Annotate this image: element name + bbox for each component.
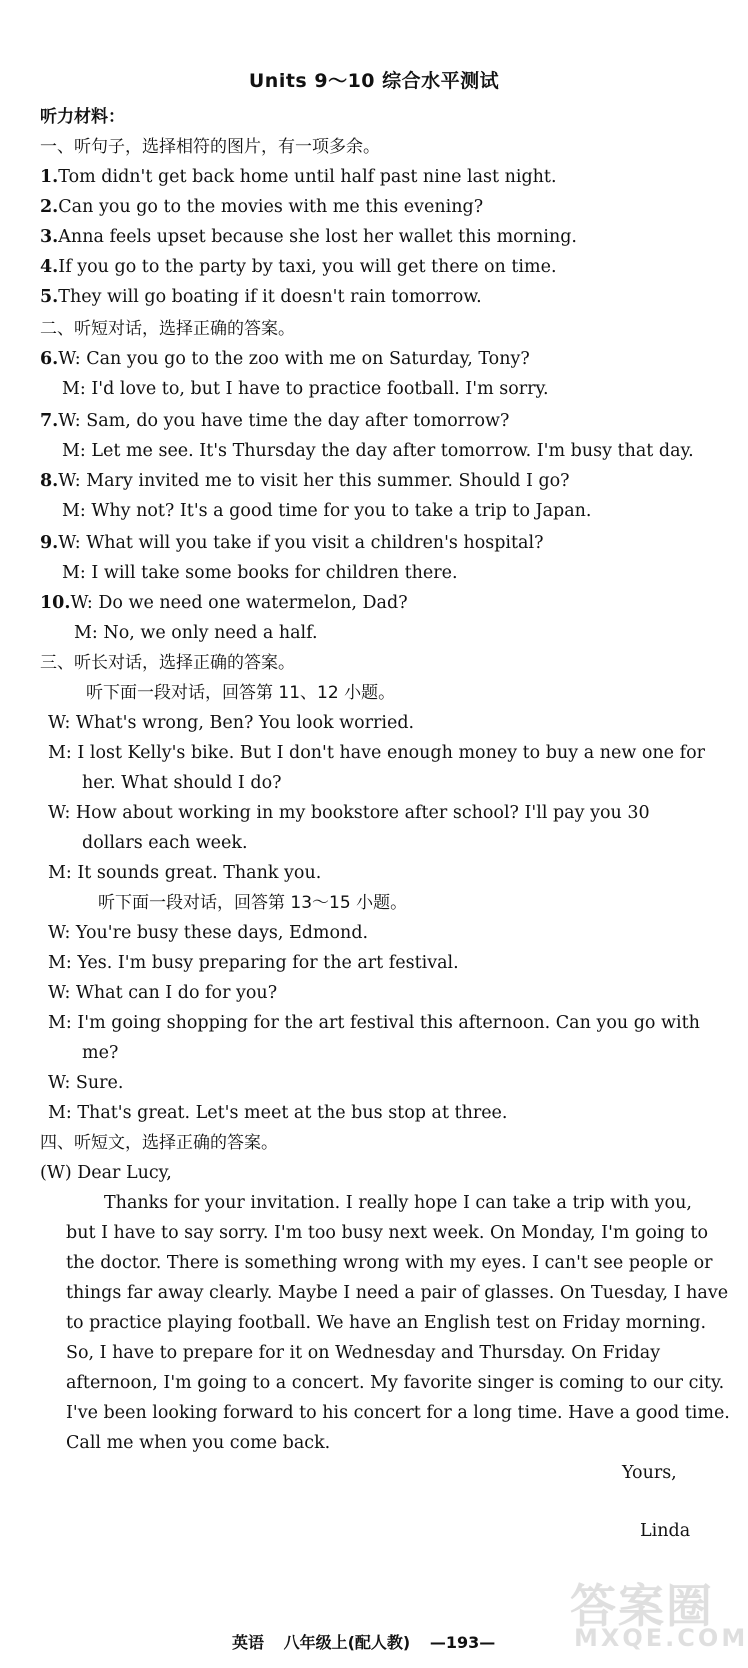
- dialog-line: M: I lost Kelly's bike. But I don't have enough money to buy a new one for: [48, 743, 705, 763]
- speaker-w-line: W: Do we need one watermelon, Dad?: [70, 593, 408, 613]
- part3-heading: 三、听长对话，选择正确的答案。: [40, 653, 295, 673]
- list-item: [40, 166, 557, 188]
- letter-greeting: (W) Dear Lucy,: [40, 1163, 172, 1183]
- item-number: 5.: [40, 287, 59, 307]
- part4-heading: 四、听短文，选择正确的答案。: [40, 1133, 278, 1153]
- letter-closing: Yours,: [622, 1463, 677, 1483]
- item-text: Anna feels upset because she lost her wallet this morning.: [58, 227, 577, 247]
- dialog-line: W: What's wrong, Ben? You look worried.: [48, 713, 415, 733]
- item-number: 6.: [40, 349, 59, 369]
- footer-grade: 八年级上(配人教): [283, 1633, 411, 1652]
- item-text: Tom didn't get back home until half past nine last night.: [58, 167, 557, 187]
- list-item: [40, 226, 577, 248]
- dialog-intro: 听下面一段对话，回答第 11、12 小题。: [86, 683, 396, 703]
- speaker-w-line: W: Can you go to the zoo with me on Saturday, Tony?: [58, 349, 530, 369]
- page-title: Units 9～10 综合水平测试: [248, 70, 500, 92]
- dialog-line: M: That's great. Let's meet at the bus stop at three.: [48, 1103, 508, 1123]
- item-number: 8.: [40, 471, 59, 491]
- speaker-m-line: M: Let me see. It's Thursday the day after tomorrow. I'm busy that day.: [62, 441, 694, 461]
- speaker-w-line: W: Mary invited me to visit her this summer. Should I go?: [58, 471, 570, 491]
- speaker-m-line: M: No, we only need a half.: [74, 623, 318, 643]
- section-header: 听力材料：: [40, 107, 125, 127]
- dialog-line: [40, 592, 408, 614]
- dialog-line: W: Sure.: [48, 1073, 124, 1093]
- dialog-line: M: Yes. I'm busy preparing for the art festival.: [48, 953, 459, 973]
- letter-line: but I have to say sorry. I'm too busy next week. On Monday, I'm going to: [66, 1223, 708, 1243]
- dialog-line: M: I'm going shopping for the art festival this afternoon. Can you go with: [48, 1013, 700, 1033]
- letter-line: So, I have to prepare for it on Wednesday and Thursday. On Friday: [66, 1343, 661, 1363]
- letter-line: I've been looking forward to his concert for a long time. Have a good time.: [66, 1403, 730, 1423]
- footer-page-number: —193—: [429, 1633, 496, 1652]
- dialog-line: [40, 410, 509, 432]
- item-text: They will go boating if it doesn't rain tomorrow.: [58, 287, 482, 307]
- dialog-line: [40, 470, 570, 492]
- item-text: If you go to the party by taxi, you will get there on time.: [58, 257, 557, 277]
- item-number: 9.: [40, 533, 59, 553]
- list-item: [40, 286, 482, 308]
- speaker-m-line: M: I'd love to, but I have to practice football. I'm sorry.: [62, 379, 549, 399]
- letter-line: afternoon, I'm going to a concert. My favorite singer is coming to our city.: [66, 1373, 725, 1393]
- letter-line: the doctor. There is something wrong with my eyes. I can't see people or: [66, 1253, 713, 1273]
- speaker-m-line: M: I will take some books for children there.: [62, 563, 458, 583]
- part1-heading: 一、听句子，选择相符的图片，有一项多余。: [40, 137, 380, 157]
- item-number: 2.: [40, 197, 59, 217]
- item-number: 3.: [40, 227, 59, 247]
- item-number: 7.: [40, 411, 59, 431]
- item-number: 1.: [40, 167, 59, 187]
- footer-subject: 英语: [232, 1633, 265, 1652]
- letter-line: to practice playing football. We have an English test on Friday morning.: [66, 1313, 707, 1333]
- letter-line: Call me when you come back.: [66, 1433, 331, 1453]
- list-item: [40, 256, 557, 278]
- letter-signature: Linda: [640, 1521, 691, 1541]
- watermark-bottom-text: MXQE.COM: [574, 1624, 748, 1652]
- dialog-line: [40, 532, 543, 554]
- letter-line: things far away clearly. Maybe I need a pair of glasses. On Tuesday, I have: [66, 1283, 729, 1303]
- item-number: 4.: [40, 257, 59, 277]
- dialog-intro: 听下面一段对话，回答第 13～15 小题。: [98, 893, 408, 913]
- item-text: Can you go to the movies with me this evening?: [58, 197, 484, 217]
- speaker-w-line: W: Sam, do you have time the day after tomorrow?: [58, 411, 510, 431]
- dialog-line: dollars each week.: [82, 833, 248, 853]
- list-item: [40, 196, 483, 218]
- page-footer: [232, 1630, 509, 1653]
- dialog-line: [40, 348, 530, 370]
- part2-heading: 二、听短对话，选择正确的答案。: [40, 319, 295, 339]
- dialog-line: W: What can I do for you?: [48, 983, 278, 1003]
- dialog-line: W: How about working in my bookstore after school? I'll pay you 30: [48, 803, 650, 823]
- watermark-top-text: 答案圈: [570, 1579, 714, 1633]
- speaker-w-line: W: What will you take if you visit a children's hospital?: [58, 533, 544, 553]
- dialog-line: her. What should I do?: [82, 773, 282, 793]
- dialog-line: W: You're busy these days, Edmond.: [48, 923, 369, 943]
- letter-line: Thanks for your invitation. I really hope I can take a trip with you,: [104, 1193, 692, 1213]
- watermark-logo: [544, 1570, 748, 1658]
- item-number: 10.: [40, 593, 71, 613]
- dialog-line: M: It sounds great. Thank you.: [48, 863, 322, 883]
- dialog-line: me?: [82, 1043, 119, 1063]
- speaker-m-line: M: Why not? It's a good time for you to take a trip to Japan.: [62, 501, 592, 521]
